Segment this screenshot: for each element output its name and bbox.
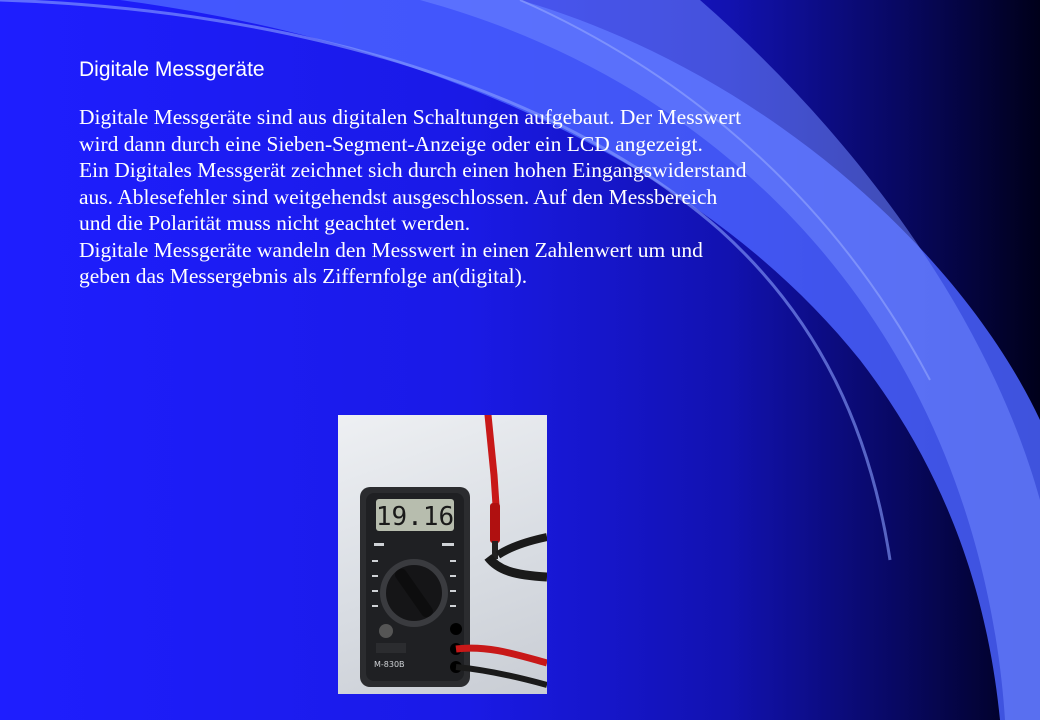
body-line: wird dann durch eine Sieben-Segment-Anzeige oder ein LCD angezeigt.	[79, 131, 703, 156]
body-line: Digitale Messgeräte wandeln den Messwert in einen Zahlenwert um und	[79, 237, 703, 262]
body-line: aus. Ablesefehler sind weitgehendst ausgeschlossen. Auf den Messbereich	[79, 184, 718, 209]
lcd-reading: 19.16	[375, 502, 455, 532]
body-line: geben das Messergebnis als Ziffernfolge an(digital).	[79, 264, 528, 288]
multimeter-photo	[338, 415, 547, 694]
body-line: Digitale Messgeräte sind aus digitalen Schaltungen aufgebaut. Der Messwert	[79, 105, 742, 129]
body-line: Ein Digitales Messgerät zeichnet sich durch einen hohen Eingangswiderstand	[79, 158, 747, 182]
slide-body-text	[79, 104, 939, 290]
body-line: und die Polarität muss nicht geachtet werden.	[79, 211, 471, 235]
slide-title: Digitale Messgeräte	[79, 58, 265, 81]
multimeter-illustration	[338, 415, 547, 694]
model-label: M-830B	[374, 660, 405, 669]
